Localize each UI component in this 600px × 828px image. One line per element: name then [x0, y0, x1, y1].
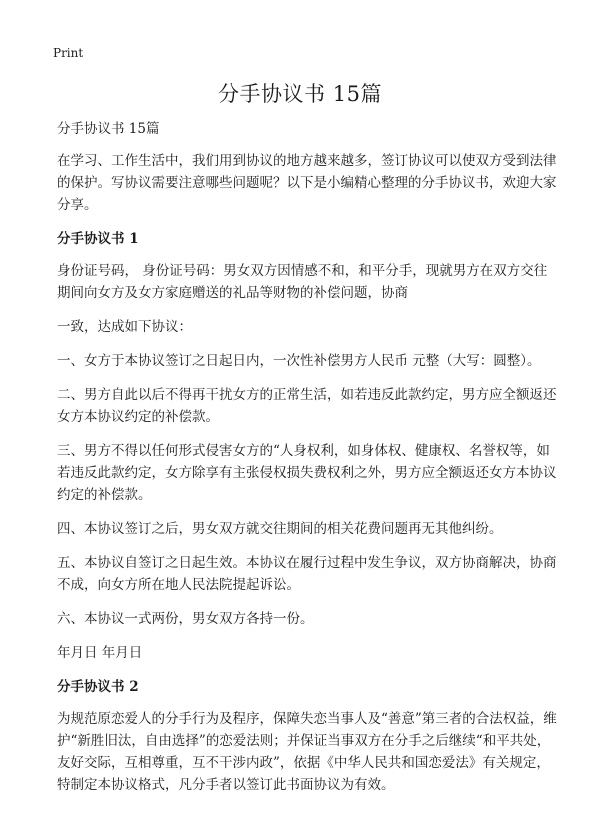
- agreement-section-1: [57, 228, 557, 664]
- paragraph: 为规范原恋爱人的分手行为及程序，保障失恋当事人及“善意”第三者的合法权益，维护“新胜旧汰，自由选择”的恋爱法则；并保证当事双方在分手之后继续“和平共处，友好交际，互相尊重，互不干涉内政”，依据《中华人民共和国恋爱法》有关规定，特制定本协议格式，凡分手者以签订此书面协议为有效。: [57, 711, 557, 793]
- clause-6: 六、本协议一式两份，男女双方各持一份。: [57, 611, 314, 627]
- document-subtitle: 分手协议书 15篇: [57, 121, 160, 137]
- clause-2: 二、男方自此以后不得再干扰女方的正常生活，如若违反此款约定，男方应全额返还女方本协议约定的补偿款。: [57, 387, 557, 425]
- document-body: [57, 118, 557, 808]
- clause-3: 三、男方不得以任何形式侵害女方的“人身权利，如身体权、健康权、名誉权等，如若违反此款约定，女方除享有主张侵权损失费权利之外，男方应全额返还女方本协议约定的补偿款。: [57, 443, 557, 503]
- intro-paragraph: 在学习、工作生活中，我们用到协议的地方越来越多，签订协议可以使双方受到法律的保护。写协议需要注意哪些问题呢？以下是小编精心整理的分手协议书，欢迎大家分享。: [57, 153, 557, 213]
- paragraph: 身份证号码， 身份证号码：男女双方因情感不和，和平分手，现就男方在双方交往期间向女方及女方家庭赠送的礼品等财物的补偿问题，协商: [57, 263, 548, 301]
- clause-1: 一、女方于本协议签订之日起日内，一次性补偿男方人民币 元整（大写：圆整）。: [57, 353, 541, 369]
- section-heading: 分手协议书 1: [57, 231, 139, 247]
- print-link[interactable]: Print: [53, 46, 84, 60]
- agreement-section-2: [57, 676, 557, 796]
- page-title: 分手协议书 15篇: [218, 82, 382, 106]
- paragraph: 一致，达成如下协议：: [57, 319, 192, 335]
- clause-4: 四、本协议签订之后，男女双方就交往期间的相关花费问题再无其他纠纷。: [57, 521, 503, 537]
- section-heading: 分手协议书 2: [57, 679, 139, 695]
- signature-dates: 年月日 年月日: [57, 645, 143, 661]
- clause-5: 五、本协议自签订之日起生效。本协议在履行过程中发生争议，双方协商解决，协商不成，向女方所在地人民法院提起诉讼。: [57, 555, 557, 593]
